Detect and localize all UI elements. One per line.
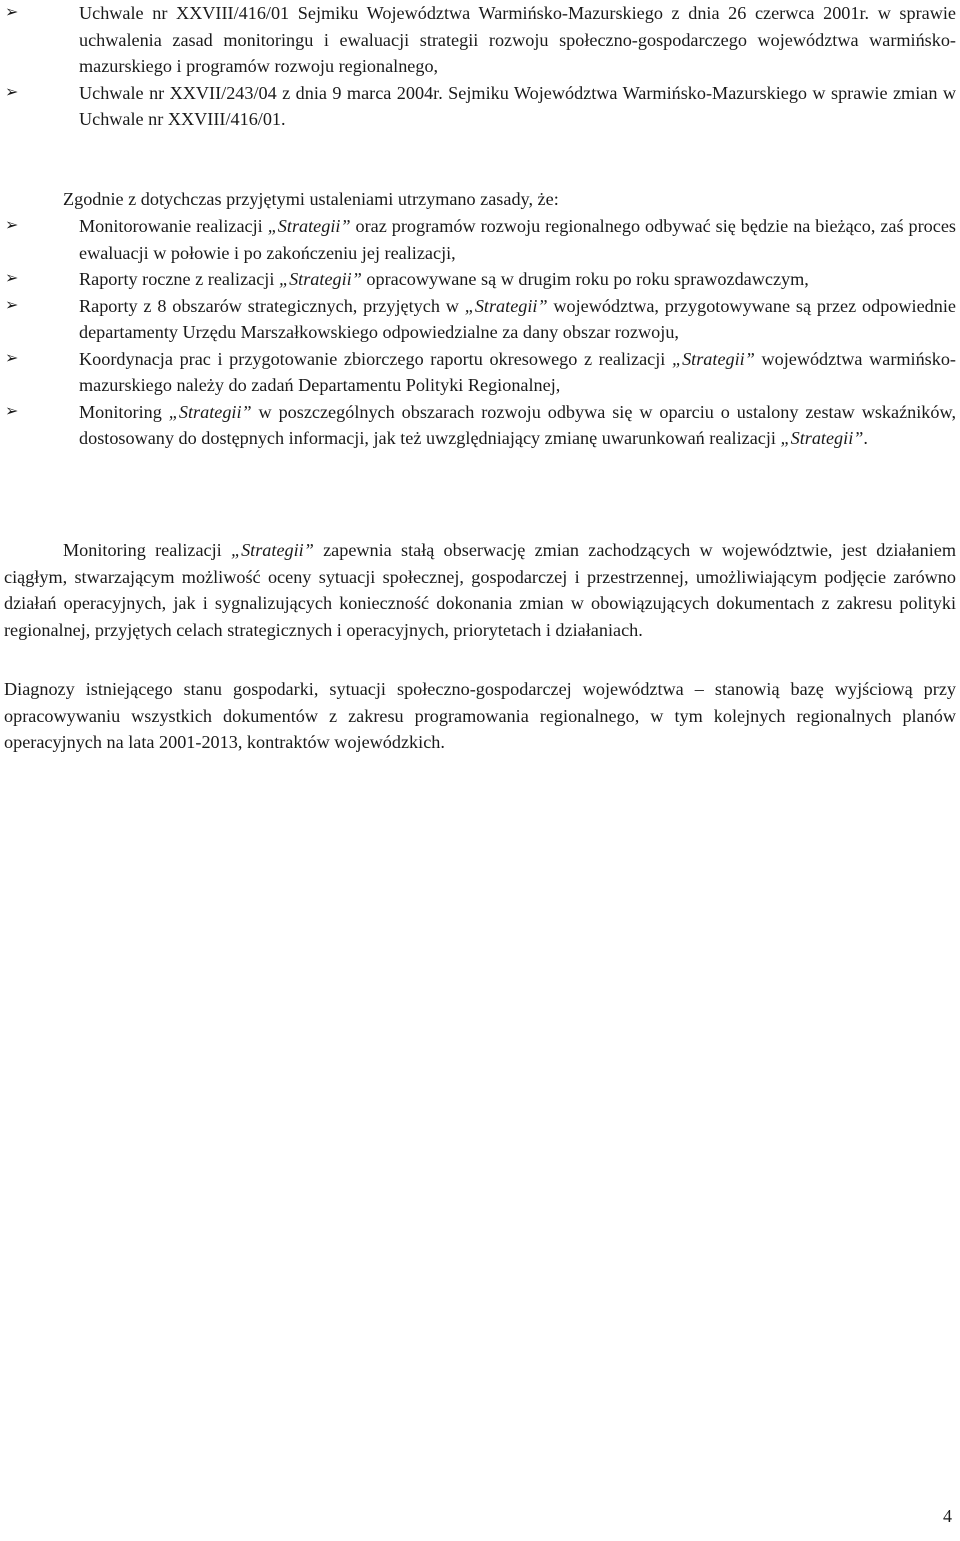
arrowhead-bullet-icon: ➢ bbox=[5, 402, 19, 420]
strategy-term: „Strategii” bbox=[278, 269, 362, 289]
list-item bbox=[0, 0, 956, 80]
list-item bbox=[0, 266, 956, 293]
principle-text: Koordynacja prac i przygotowanie zbiorczego raportu okresowego z realizacji bbox=[79, 348, 672, 369]
resolution-text: Uchwale nr XXVII/243/04 z dnia 9 marca 2004r. Sejmiku Województwa Warmińsko-Mazurskiego w sprawie zmian w Uchwale nr XXVIII/416/01. bbox=[79, 82, 956, 129]
strategy-term: „Strategii” bbox=[168, 401, 252, 422]
arrowhead-bullet-icon: ➢ bbox=[5, 296, 19, 314]
principle-text: opracowywane są w drugim roku po roku sprawozdawczym, bbox=[361, 269, 809, 289]
arrowhead-bullet-icon: ➢ bbox=[5, 349, 19, 367]
arrowhead-bullet-icon: ➢ bbox=[5, 270, 19, 287]
resolution-text: Uchwale nr XXVIII/416/01 Sejmiku Województwa Warmińsko-Mazurskiego z dnia 26 czerwca 2001r. w sprawie uchwalenia zasad monitoringu i ewaluacji strategii rozwoju społeczno-gospodarczego województwa warmińsko-mazurskiego i programów rozwoju regionalnego, bbox=[79, 3, 956, 76]
list-item bbox=[0, 80, 956, 133]
arrowhead-bullet-icon: ➢ bbox=[5, 83, 19, 101]
list-item bbox=[0, 293, 956, 346]
principles-list bbox=[0, 213, 956, 452]
principle-text: Raporty roczne z realizacji bbox=[79, 269, 279, 289]
principle-text: Monitoring bbox=[79, 401, 169, 422]
principle-text: województwa, przygotowywane są przez odpowiednie departamenty Urzędu Marszałkowskiego odpowiedzialne za dany obszar rozwoju, bbox=[79, 295, 956, 342]
list-item bbox=[0, 213, 956, 266]
paragraph-text: Monitoring realizacji bbox=[63, 540, 231, 560]
strategy-term: „Strategii” bbox=[464, 295, 548, 316]
principle-text: w poszczególnych obszarach rozwoju odbywa się w oparciu o ustalony zestaw wskaźników, dostosowany do dostępnych informacji, jak też uwzględniający zmianę uwarunkowań realizacji bbox=[79, 401, 956, 448]
list-item bbox=[0, 346, 956, 399]
strategy-term: „Strategii” bbox=[267, 216, 351, 236]
strategy-term: „Strategii” bbox=[780, 428, 864, 448]
principles-intro: Zgodnie z dotychczas przyjętymi ustaleniami utrzymano zasady, że: bbox=[63, 189, 559, 209]
principle-text: województwa warmińsko-mazurskiego należy do zadań Departamentu Polityki Regionalnej, bbox=[79, 348, 956, 395]
principle-end: . bbox=[863, 428, 868, 448]
resolutions-list bbox=[0, 0, 956, 133]
principle-text: Raporty z 8 obszarów strategicznych, przyjętych w bbox=[79, 295, 465, 316]
diagnosis-paragraph: Diagnozy istniejącego stanu gospodarki, sytuacji społeczno-gospodarczej województwa – stanowią bazę wyjściową przy opracowywaniu wszystkich dokumentów z zakresu programowania regionalnego, w tym kolejnych regionalnych planów operacyjnych na lata 2001-2013, kontraktów wojewódzkich. bbox=[4, 679, 956, 752]
principle-text: Monitorowanie realizacji bbox=[79, 216, 268, 236]
principle-text: oraz programów rozwoju regionalnego odbywać się będzie na bieżąco, zaś proces ewaluacji w połowie i po zakończeniu jej realizacji, bbox=[79, 216, 956, 263]
strategy-term: „Strategii” bbox=[230, 540, 314, 560]
monitoring-paragraph bbox=[4, 537, 956, 643]
paragraph-text: zapewnia stałą obserwację zmian zachodzących w województwie, jest działaniem ciągłym, stwarzającym możliwość oceny sytuacji społecznej, gospodarczej i przestrzennej, umożliwiającym podjęcie zarówno działań operacyjnych, jak i sygnalizujących konieczność dokonania zmian w obowiązujących dokumentach z zakresu polityki regionalnej, przyjętych celach strategicznych i operacyjnych, priorytetach i działaniach. bbox=[4, 540, 956, 640]
page-number: 4 bbox=[943, 1506, 952, 1526]
arrowhead-bullet-icon: ➢ bbox=[5, 217, 19, 234]
strategy-term: „Strategii” bbox=[671, 348, 755, 369]
arrowhead-bullet-icon: ➢ bbox=[5, 4, 19, 21]
list-item bbox=[0, 399, 956, 452]
